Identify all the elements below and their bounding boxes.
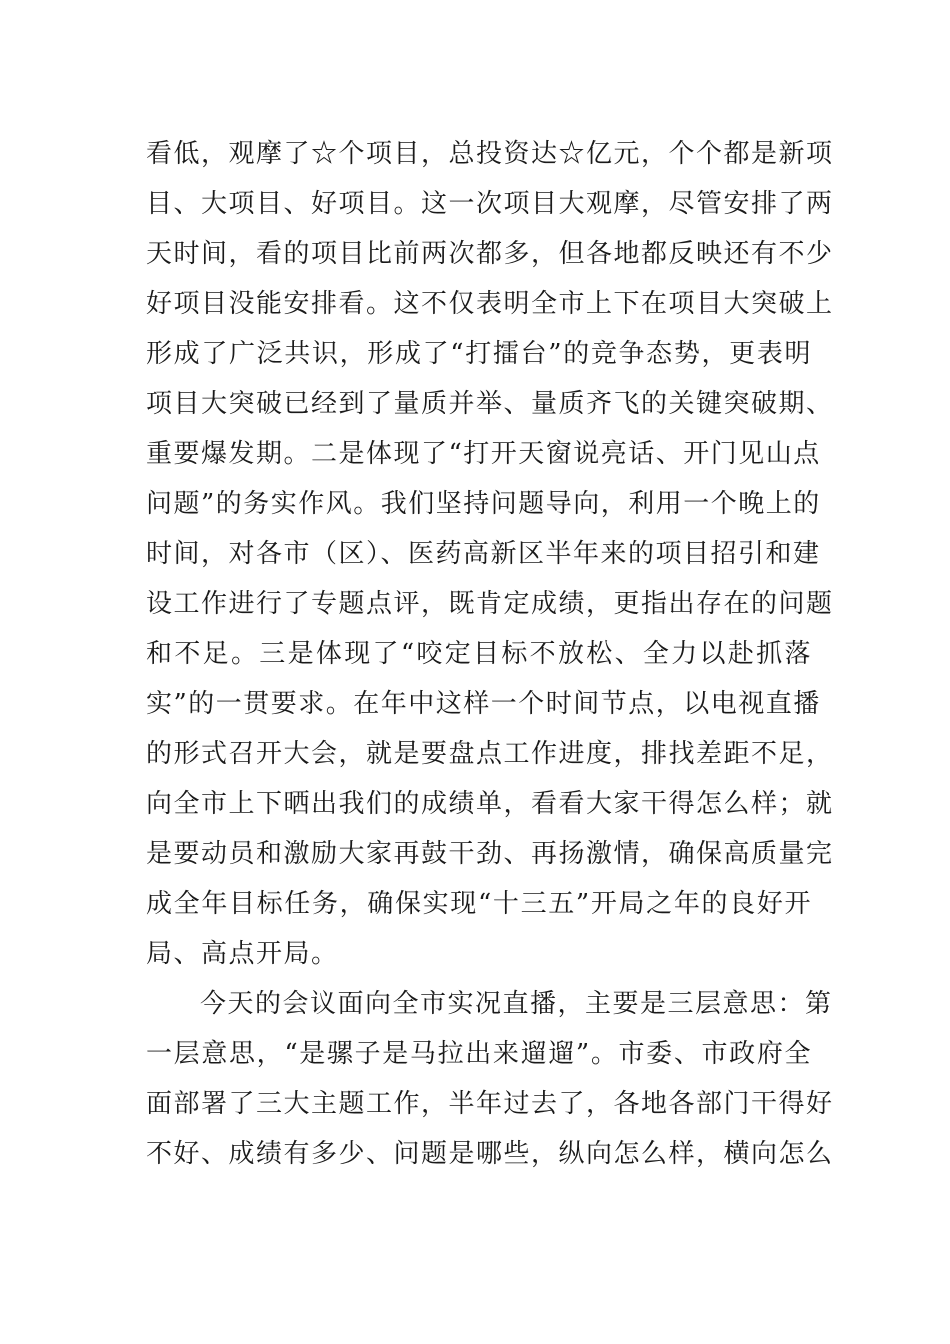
paragraph-line: 和不足。三是体现了“咬定目标不放松、全力以赴抓落 [146,639,812,669]
paragraph-1 [146,129,834,979]
paragraph-2 [146,979,834,1179]
paragraph-line: 向全市上下晒出我们的成绩单，看看大家干得怎么样；就 [146,789,834,819]
paragraph-line: 是要动员和激励大家再鼓干劲、再扬激情，确保高质量完 [146,839,834,869]
paragraph-line: 一层意思，“是骡子是马拉出来遛遛”。市委、市政府全 [146,1039,812,1069]
paragraph-line: 实”的一贯要求。在年中这样一个时间节点，以电视直播 [146,689,821,719]
paragraph-line: 局、高点开局。 [146,939,339,969]
paragraph-line: 面部署了三大主题工作，半年过去了，各地各部门干得好 [146,1089,834,1119]
document-body [146,129,834,1179]
paragraph-line: 目、大项目、好项目。这一次项目大观摩，尽管安排了两 [146,189,834,219]
paragraph-line: 天时间，看的项目比前两次都多，但各地都反映还有不少 [146,239,834,269]
paragraph-line: 看低，观摩了☆个项目，总投资达☆亿元，个个都是新项 [146,139,834,169]
paragraph-line: 今天的会议面向全市实况直播，主要是三层意思：第 [200,989,833,1019]
paragraph-line: 项目大突破已经到了量质并举、量质齐飞的关键突破期、 [146,389,834,419]
paragraph-line: 的形式召开大会，就是要盘点工作进度，排找差距不足， [146,739,834,769]
paragraph-line: 时间，对各市（区）、医药高新区半年来的项目招引和建 [146,539,821,569]
paragraph-line: 好项目没能安排看。这不仅表明全市上下在项目大突破上 [146,289,834,319]
paragraph-line: 成全年目标任务，确保实现“十三五”开局之年的良好开 [146,889,812,919]
paragraph-line: 重要爆发期。二是体现了“打开天窗说亮话、开门见山点 [146,439,821,469]
paragraph-line: 形成了广泛共识，形成了“打擂台”的竞争态势，更表明 [146,339,812,369]
paragraph-line: 不好、成绩有多少、问题是哪些，纵向怎么样，横向怎么 [146,1139,834,1169]
paragraph-line: 问题”的务实作风。我们坚持问题导向，利用一个晚上的 [146,489,821,519]
paragraph-line: 设工作进行了专题点评，既肯定成绩，更指出存在的问题 [146,589,834,619]
